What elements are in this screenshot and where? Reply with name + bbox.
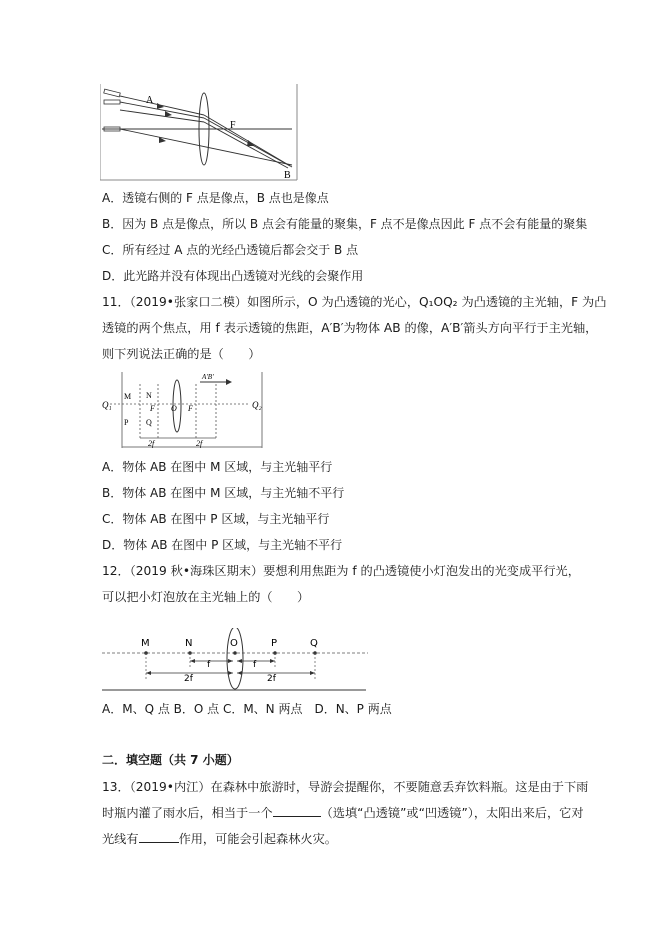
q13-line-3 xyxy=(102,831,337,847)
arrow-2f-right-a xyxy=(237,671,242,675)
label-P: P xyxy=(271,638,278,649)
label-F-left: F xyxy=(150,404,155,413)
ray-2-out xyxy=(204,118,290,166)
label-B: B xyxy=(284,170,291,181)
label-M: M xyxy=(141,638,150,649)
label-f-left: f xyxy=(207,660,211,670)
q11-option-b: B．物体 AB 在图中 M 区域，与主光轴不平行 xyxy=(102,486,345,500)
q10-option-d: D．此光路并没有体现出凸透镜对光线的会聚作用 xyxy=(102,269,364,283)
q13-line-2-before: 时瓶内灌了雨水后，相当于一个 xyxy=(102,806,273,820)
ray-4 xyxy=(120,129,292,165)
arrow-f-right-b xyxy=(270,659,275,663)
label-f-right: f xyxy=(253,660,257,670)
label-O: O xyxy=(171,404,177,413)
q10-option-c: C．所有经过 A 点的光经凸透镜后都会交于 B 点 xyxy=(102,243,359,257)
point-O xyxy=(233,651,237,655)
q13-line-1: 13．（2019•内江）在森林中旅游时，导游会提醒你，不要随意丢弃饮料瓶。这是由于下雨 xyxy=(102,780,589,794)
q13-line-3-after: 作用，可能会引起森林火灾。 xyxy=(178,832,337,846)
q12-options: A．M、Q 点 B．O 点 C．M、N 两点 D．N、P 两点 xyxy=(102,702,392,716)
label-M: M xyxy=(124,392,132,401)
label-F-right: F xyxy=(188,404,193,413)
q12-stem-line-1: 12．（2019 秋•海珠区期末）要想利用焦距为 f 的凸透镜使小灯泡发出的光变成平行光， xyxy=(102,564,580,578)
q13-line-2 xyxy=(102,805,584,821)
label-F: F xyxy=(230,120,236,131)
label-N: N xyxy=(146,391,152,400)
label-image: A′B′ xyxy=(202,373,214,381)
q13-blank-2[interactable] xyxy=(139,831,179,843)
arrow-f-right-a xyxy=(237,659,242,663)
q11-lens-diagram xyxy=(100,370,266,450)
label-Q2: Q₂ xyxy=(252,400,262,410)
q11-option-a: A．物体 AB 在图中 M 区域，与主光轴平行 xyxy=(102,460,333,474)
label-Q1: Q₁ xyxy=(102,400,112,410)
label-2f-left: 2f xyxy=(184,674,193,684)
q12-lens-diagram xyxy=(100,628,370,694)
q12-stem-line-2: 可以把小灯泡放在主光轴上的（ ） xyxy=(102,590,310,604)
label-N: N xyxy=(185,638,193,649)
q13-line-3-before: 光线有 xyxy=(102,832,139,846)
section-title: 二．填空题（共 7 小题） xyxy=(102,753,239,767)
q13-blank-1[interactable] xyxy=(273,805,321,817)
label-A: A xyxy=(146,95,154,106)
label-2f-right: 2f xyxy=(196,439,203,448)
arrow-f-left-a xyxy=(190,659,195,663)
label-O: O xyxy=(230,638,238,649)
arrow-2f-left-a xyxy=(146,671,151,675)
q10-option-a: A．透镜右侧的 F 点是像点，B 点也是像点 xyxy=(102,191,329,205)
q11-option-c: C．物体 AB 在图中 P 区域，与主光轴平行 xyxy=(102,512,330,526)
label-Q: Q xyxy=(310,638,318,649)
arrow-head-4 xyxy=(247,140,255,146)
label-2f-right: 2f xyxy=(267,674,276,684)
q13-line-2-after: （选填“凸透镜”或“凹透镜”），太阳出来后，它对 xyxy=(320,806,584,820)
q10-lens-diagram xyxy=(100,82,300,182)
q11-stem-line-3: 则下列说法正确的是（ ） xyxy=(102,347,261,361)
light-source-2 xyxy=(104,100,120,104)
light-source-1 xyxy=(104,89,120,97)
image-arrow-head xyxy=(226,379,232,385)
q11-option-d: D．物体 AB 在图中 P 区域，与主光轴不平行 xyxy=(102,538,343,552)
arrow-2f-right-b xyxy=(310,671,315,675)
arrow-2f-left-b xyxy=(228,671,233,675)
label-2f-left: 2f xyxy=(148,439,155,448)
label-Q: Q xyxy=(146,418,152,427)
q11-stem-line-1: 11．（2019•张家口二模）如图所示，O 为凸透镜的光心，Q₁OQ₂ 为凸透镜的主光轴，F 为凸 xyxy=(102,295,607,309)
q10-option-b: B．因为 B 点是像点，所以 B 点会有能量的聚集，F 点不是像点因此 F 点不会有能量的聚集 xyxy=(102,217,588,231)
q11-stem-line-2: 透镜的两个焦点，用 f 表示透镜的焦距，A′B′为物体 AB 的像，A′B′箭头方向平行于主光轴， xyxy=(102,321,598,335)
label-P: P xyxy=(124,418,129,427)
arrow-f-left-b xyxy=(228,659,233,663)
